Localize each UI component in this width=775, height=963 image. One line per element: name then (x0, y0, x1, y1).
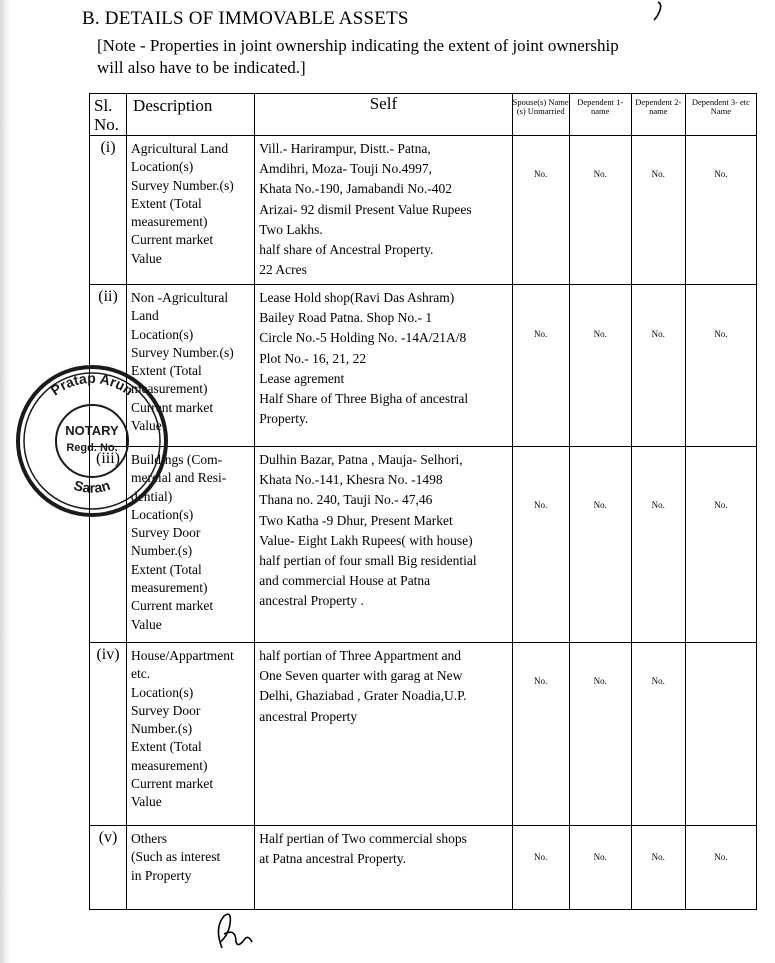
dep2-value: No. (651, 676, 665, 686)
dep3-value: No. (714, 329, 728, 339)
table-row (90, 285, 757, 447)
self-line: Thana no. 240, Tauji No.- 47,46 (259, 492, 433, 508)
header-row (90, 94, 757, 136)
header-sl-line2: No. (94, 115, 120, 134)
description-line: Survey Door (131, 525, 201, 541)
dep3-value: No. (714, 852, 728, 862)
description-line: Location(s) (131, 506, 194, 522)
description-line: etc. (131, 666, 151, 682)
self-line: Dulhin Bazar, Patna , Mauja- Selhori, (259, 452, 463, 467)
self-line: Khata No.-190, Jamabandi No.-402 (259, 181, 452, 197)
header-dependent-1: Dependent 1-name (569, 94, 631, 136)
dep3-value: No. (714, 500, 728, 510)
serial-number: (iv) (90, 643, 127, 826)
description-line: Value (131, 616, 162, 632)
description-line: measurement) (131, 580, 208, 596)
description-line: Current market (131, 399, 214, 415)
serial-number: (i) (90, 136, 127, 285)
stamp-text-top: Pratap Arun (47, 369, 137, 399)
note-line-2: will also have to be indicated.] (97, 58, 306, 77)
description-cell (127, 285, 255, 447)
dep1-cell (569, 826, 631, 910)
stamp-text-center-1: NOTARY (65, 423, 119, 438)
header-dependent-2: Dependent 2-name (631, 94, 685, 136)
serial-number: (iii) (90, 447, 127, 643)
stamp-text-center-2: Regd. No. (66, 442, 118, 454)
self-line: Two Katha -9 Dhur, Present Market (259, 512, 453, 528)
dep1-value: No. (593, 329, 607, 339)
header-self: Self (255, 94, 512, 136)
self-line: and commercial House at Patna (259, 573, 431, 589)
self-line: Half pertian of Two commercial shops (259, 831, 467, 846)
self-line: half share of Ancestral Property. (259, 242, 434, 258)
dep3-value: No. (714, 169, 728, 179)
table-row (90, 447, 757, 643)
description-line: Agricultural Land (131, 141, 229, 156)
description-line: Location(s) (131, 159, 194, 175)
pen-mark-icon (644, 0, 666, 22)
table-row (90, 136, 757, 285)
self-line: One Seven quarter with garag at New (259, 668, 463, 684)
description-line: Value (131, 794, 162, 810)
dep1-value: No. (593, 852, 607, 862)
header-description: Description (127, 94, 255, 136)
dep3-cell (685, 826, 756, 910)
spouse-value: No. (534, 329, 548, 339)
spouse-value: No. (534, 676, 548, 686)
description-line: in Property (131, 867, 192, 883)
immovable-assets-table (89, 93, 757, 910)
description-line: House/Appartment (131, 648, 234, 663)
dep2-cell (631, 136, 685, 285)
self-cell (255, 447, 512, 643)
dep1-value: No. (593, 169, 607, 179)
description-line: Number.(s) (131, 543, 193, 559)
self-line: at Patna ancestral Property. (259, 851, 407, 867)
header-spouse: Spouse(s) Name (s) Unmarried (512, 94, 569, 136)
dep2-value: No. (651, 852, 665, 862)
self-line: Two Lakhs. (259, 221, 323, 237)
dep3-cell (685, 447, 756, 643)
self-line: 22 Acres (259, 262, 307, 278)
serial-number: (ii) (90, 285, 127, 447)
description-line: measurement) (131, 381, 208, 397)
description-line: Extent (Total (131, 561, 202, 577)
section-title: B. DETAILS OF IMMOVABLE ASSETS (82, 8, 409, 29)
dep2-value: No. (651, 329, 665, 339)
self-line: Khata No.-141, Khesra No. -1498 (259, 472, 443, 488)
self-line: Lease agrement (259, 370, 345, 386)
description-line: Buildings (Com- (131, 452, 223, 467)
description-line: Others (131, 831, 168, 846)
self-cell (255, 136, 512, 285)
spouse-value: No. (534, 852, 548, 862)
spouse-cell (512, 447, 569, 643)
table-row (90, 643, 757, 826)
self-line: Lease Hold shop(Ravi Das Ashram) (259, 290, 455, 305)
self-line: half pertian of four small Big residential (259, 553, 477, 569)
description-line: Current market (131, 776, 214, 792)
description-line: (Such as interest (131, 849, 221, 865)
description-line: Non -Agricultural (131, 290, 229, 305)
note-line-1: [Note - Properties in joint ownership indicating the extent of joint ownership (97, 36, 619, 55)
dep3-cell (685, 643, 756, 826)
dep2-value: No. (651, 169, 665, 179)
serial-number: (v) (90, 826, 127, 910)
description-line: Survey Door (131, 702, 201, 718)
self-cell (255, 826, 512, 910)
dep2-cell (631, 643, 685, 826)
description-line: Land (131, 308, 159, 324)
self-line: Delhi, Ghaziabad , Grater Noadia,U.P. (259, 688, 467, 704)
spouse-cell (512, 136, 569, 285)
dep1-cell (569, 136, 631, 285)
spouse-cell (512, 643, 569, 826)
spouse-cell (512, 285, 569, 447)
description-line: Current market (131, 598, 214, 614)
description-line: Value (131, 418, 162, 434)
scan-edge (0, 0, 10, 963)
header-sl-line1: Sl. (94, 96, 113, 115)
description-line: Current market (131, 232, 214, 248)
description-line: Value (131, 250, 162, 266)
dep2-cell (631, 447, 685, 643)
self-cell (255, 643, 512, 826)
table-row (90, 826, 757, 910)
dep2-cell (631, 826, 685, 910)
dep1-value: No. (593, 500, 607, 510)
description-line: Survey Number.(s) (131, 177, 234, 193)
self-line: Circle No.-5 Holding No. -14A/21A/8 (259, 330, 467, 346)
description-line: Extent (Total (131, 195, 202, 211)
dep3-cell (685, 136, 756, 285)
description-line: Number.(s) (131, 721, 193, 737)
spouse-value: No. (534, 500, 548, 510)
stamp-text-bottom: Saran (72, 476, 112, 496)
self-line: Property. (259, 411, 309, 427)
dep2-value: No. (651, 500, 665, 510)
header-dependent-3: Dependent 3- etc Name (685, 94, 756, 136)
self-line: Arizai- 92 dismil Present Value Rupees (259, 201, 472, 217)
self-line: Bailey Road Patna. Shop No.- 1 (259, 310, 433, 326)
dep1-value: No. (593, 676, 607, 686)
self-line: ancestral Property (259, 708, 358, 724)
description-line: measurement) (131, 214, 208, 230)
description-line: mercial and Resi- (131, 470, 227, 486)
dep3-cell (685, 285, 756, 447)
spouse-value: No. (534, 169, 548, 179)
description-line: Location(s) (131, 684, 194, 700)
self-line: half portian of Three Appartment and (259, 648, 462, 663)
description-line: Extent (Total (131, 739, 202, 755)
description-cell (127, 136, 255, 285)
self-line: Amdihri, Moza- Touji No.4997, (259, 161, 433, 177)
description-cell (127, 826, 255, 910)
self-line: Half Share of Three Bigha of ancestral (259, 391, 469, 407)
dep1-cell (569, 285, 631, 447)
dep2-cell (631, 285, 685, 447)
self-line: Plot No.- 16, 21, 22 (259, 350, 367, 366)
self-line: ancestral Property . (259, 593, 364, 609)
self-line: Value- Eight Lakh Rupees( with house) (259, 532, 473, 548)
dep1-cell (569, 447, 631, 643)
description-line: Location(s) (131, 326, 194, 342)
section-note (97, 35, 737, 79)
self-line: Vill.- Harirampur, Distt.- Patna, (259, 141, 431, 156)
dep1-cell (569, 643, 631, 826)
description-line: Survey Number.(s) (131, 344, 234, 360)
description-line: measurement) (131, 757, 208, 773)
description-cell (127, 643, 255, 826)
header-sl (90, 94, 127, 136)
spouse-cell (512, 826, 569, 910)
description-cell (127, 447, 255, 643)
description-line: dential) (131, 488, 173, 504)
description-line: Extent (Total (131, 363, 202, 379)
signature-mark (210, 908, 260, 954)
self-cell (255, 285, 512, 447)
